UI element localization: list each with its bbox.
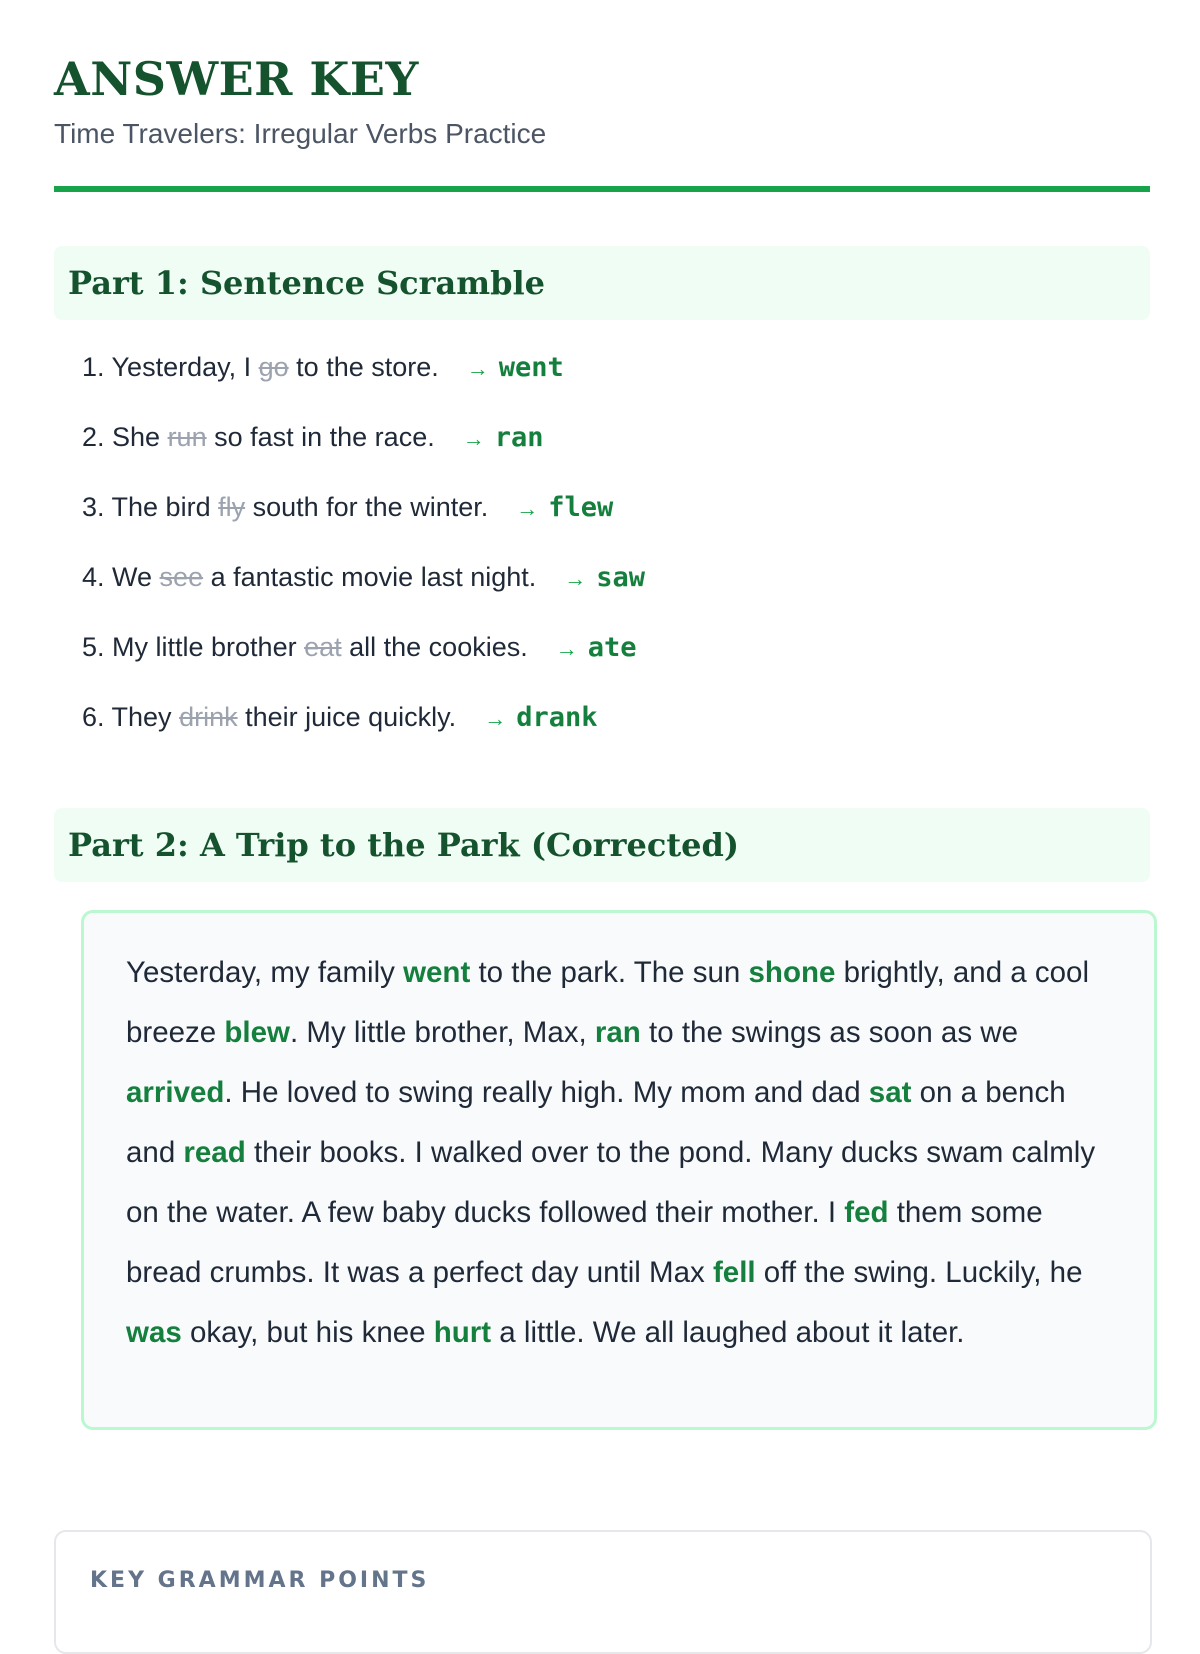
sentence-text-before: 4. We xyxy=(82,562,160,592)
answer-verb: flew xyxy=(548,492,614,523)
story-text-segment: . My little brother, Max, xyxy=(289,1016,595,1049)
corrected-verb: fell xyxy=(712,1256,756,1289)
arrow-icon: → xyxy=(484,706,507,731)
story-text-segment: Yesterday, my family xyxy=(126,956,404,989)
answer-verb: went xyxy=(498,352,564,383)
sentence-text-after: south for the winter. xyxy=(245,492,489,522)
corrected-verb: arrived xyxy=(126,1076,225,1109)
part2-heading: Part 2: A Trip to the Park (Corrected) xyxy=(68,826,740,864)
arrow-icon: → xyxy=(555,636,578,661)
title-divider xyxy=(54,186,1150,192)
page-title: ANSWER KEY xyxy=(54,52,419,106)
part2-header xyxy=(54,808,1150,882)
sentence-item xyxy=(82,410,1122,480)
sentence-item xyxy=(82,690,1122,760)
sentence-text-before: 6. They xyxy=(82,702,180,732)
arrow-icon: → xyxy=(462,426,485,451)
part1-heading: Part 1: Sentence Scramble xyxy=(68,264,545,302)
page-subtitle: Time Travelers: Irregular Verbs Practice xyxy=(54,118,547,149)
story-text-segment: to the park. The sun xyxy=(470,956,749,989)
wrong-verb: go xyxy=(258,352,289,382)
sentence-text-before: 2. She xyxy=(82,422,168,452)
grammar-points-heading: KEY GRAMMAR POINTS xyxy=(90,1568,430,1593)
sentence-item xyxy=(82,480,1122,550)
wrong-verb: run xyxy=(167,422,207,452)
story-text-segment: a little. We all laughed about it later. xyxy=(491,1316,965,1349)
corrected-story-box xyxy=(81,910,1157,1430)
corrected-verb: read xyxy=(183,1136,246,1169)
wrong-verb: fly xyxy=(218,492,246,522)
story-text-segment: their books. I walked over to the pond. Many ducks swam calmly on the water. A few baby ducks followed their mother. I xyxy=(126,1136,1096,1229)
sentence-text-after: to the store. xyxy=(288,352,439,382)
answer-verb: saw xyxy=(596,562,646,593)
arrow-icon: → xyxy=(466,356,489,381)
sentence-text-after: their juice quickly. xyxy=(237,702,457,732)
corrected-verb: shone xyxy=(748,956,836,989)
sentence-list xyxy=(82,340,1122,760)
story-text-segment: on a bench and xyxy=(126,1076,1066,1169)
story-text-segment: brightly, and a cool breeze xyxy=(126,956,1090,1049)
corrected-verb: went xyxy=(403,956,471,989)
wrong-verb: drink xyxy=(179,702,238,732)
sentence-text-before: 3. The bird xyxy=(82,492,219,522)
story-text-segment: to the swings as soon as we xyxy=(640,1016,1018,1049)
grammar-points-card xyxy=(54,1530,1152,1654)
wrong-verb: see xyxy=(159,562,204,592)
story-text-segment: off the swing. Luckily, he xyxy=(755,1256,1083,1289)
sentence-text-after: all the cookies. xyxy=(341,632,528,662)
corrected-verb: hurt xyxy=(433,1316,492,1349)
corrected-verb: ran xyxy=(594,1016,641,1049)
sentence-text-before: 5. My little brother xyxy=(82,632,305,662)
arrow-icon: → xyxy=(564,566,587,591)
wrong-verb: eat xyxy=(304,632,342,662)
sentence-text-after: so fast in the race. xyxy=(206,422,435,452)
sentence-item xyxy=(82,550,1122,620)
answer-verb: ate xyxy=(587,632,637,663)
answer-verb: ran xyxy=(494,422,544,453)
sentence-text-after: a fantastic movie last night. xyxy=(203,562,537,592)
corrected-verb: blew xyxy=(224,1016,290,1049)
corrected-verb: sat xyxy=(868,1076,912,1109)
story-text-segment: okay, but his knee xyxy=(181,1316,434,1349)
sentence-item xyxy=(82,340,1122,410)
corrected-verb: was xyxy=(126,1316,182,1349)
sentence-item xyxy=(82,620,1122,690)
answer-verb: drank xyxy=(516,702,598,733)
sentence-text-before: 1. Yesterday, I xyxy=(82,352,259,382)
corrected-story-text xyxy=(126,943,1112,1363)
part1-header xyxy=(54,246,1150,320)
arrow-icon: → xyxy=(516,496,539,521)
corrected-verb: fed xyxy=(844,1196,889,1229)
story-text-segment: them some bread crumbs. It was a perfect day until Max xyxy=(126,1196,1043,1289)
story-text-segment: . He loved to swing really high. My mom and dad xyxy=(224,1076,869,1109)
